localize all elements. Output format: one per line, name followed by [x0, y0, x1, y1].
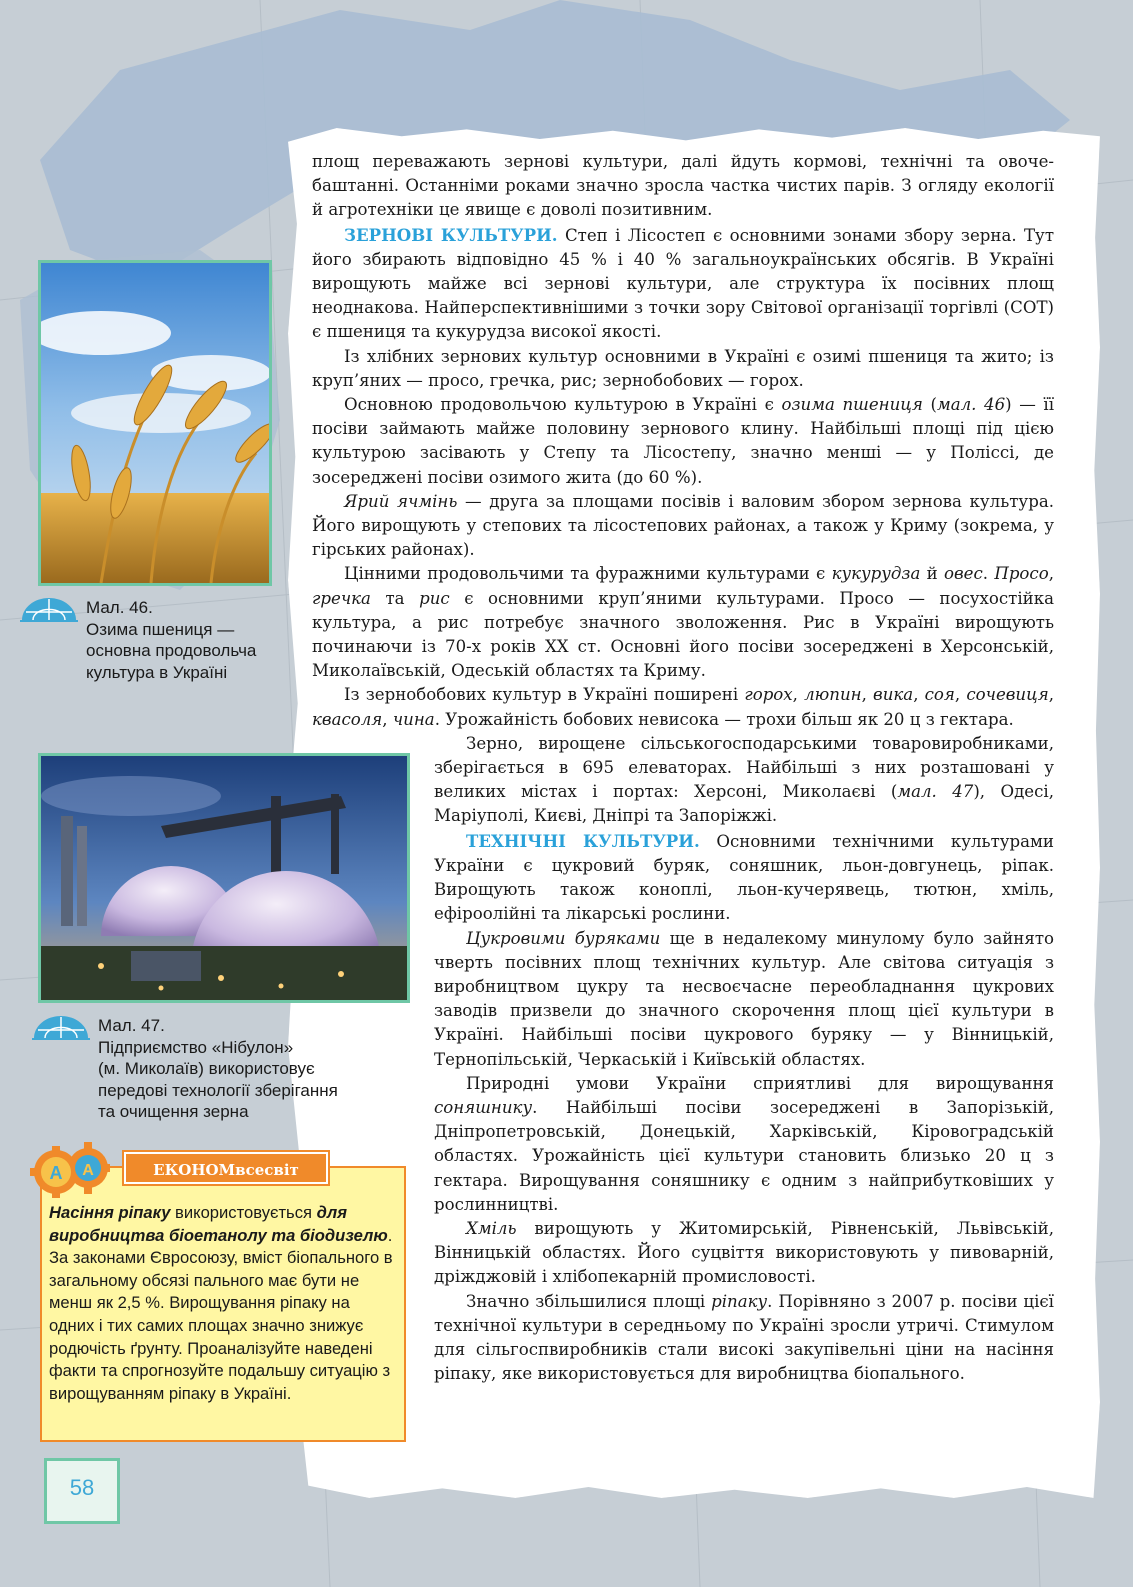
figure-46-caption: Мал. 46. Озима пшениця — основна продовольча культура в Україні	[86, 598, 257, 682]
gears-icon	[30, 1138, 110, 1204]
paragraph: Природні умови України сприятливі для вирощування соняшнику. Найбільші посіви зосереджені в Запорізькій, Дніпропетровській, Донецькій, Харківській, Кіровоградській областях. Урожайність цієї культури становить близько 20 ц з гектара. Вирощування соняшнику є одним з найприбутковіших у рослинництві.	[434, 1073, 1054, 1214]
paragraph: Зерно, вирощене сільськогосподарськими товаровиробниками, зберігається в 695 елеваторах. Найбільші з них розташовані у великих містах і портах: Херсоні, Миколаєві (мал. 47), Одесі, Маріуполі, Києві, Дніпрі та Запоріжжі.	[434, 733, 1054, 826]
paragraph: Із хлібних зернових культур основними в Україні є озимі пшениця та жито; із круп’яних — просо, гречка, рис; зернобобових — горох.	[312, 346, 1054, 390]
figure-47-caption: Мал. 47. Підприємство «Нібулон» (м. Миколаїв) використовує передові технології зберігання та очищення зерна	[98, 1016, 338, 1121]
paragraph: Цінними продовольчими та фуражними культурами є кукурудза й овес. Просо, гречка та рис є основними круп’яними культурами. Просо — посухостійка культура, а рис потребує значного зволоження. Рис в Україні вирощують починаючи із 70-х років ХХ ст. Основні його посіви зосереджені в Херсонській, Миколаївській, Одеській областях та Криму.	[312, 564, 1054, 681]
paragraph: ТЕХНІЧНІ КУЛЬТУРИ. Основними технічними культурами України є цукровий буряк, соняшник, льон-довгунець, ріпак. Вирощують також коноплі, льон-кучерявець, тютюн, хміль, ефіроолійні та лікарські рослини.	[434, 830, 1054, 924]
paragraph: ЗЕРНОВІ КУЛЬТУРИ. Степ і Лісостеп є основними зонами збору зерна. Тут його збирають відповідно 45 % і 40 % загальноукраїнських обсягів. В Україні вирощують майже всі зернові культури, але структура їх посівних площ неоднакова. Найперспективнішими з точки зору Світової організації торгівлі (СОТ) є пшениця та кукурудза високої якості.	[312, 224, 1054, 342]
paragraph: Цукровими буряками ще в недалекому минулому було зайнято чверть посівних площ технічних культур. Але світова ситуація з виробництвом цукру та несвоєчасне переобладнання цукрових заводів призвели до значного скорочення площ цієї культури в Україні. Найбільші посіви цукрового буряку — у Вінницькій, Тернопільській, Черкаській і Київській областях.	[434, 928, 1054, 1069]
paragraph: Основною продовольчою культурою в Україні є озима пшениця (мал. 46) — її посіви займають майже половину зернового клину. Найбільші площі під цією культурою засівають у Степу та Лісостепу, значно менші — у Поліссі, де зосереджені посіви озимого жита (до 60 %).	[312, 395, 1055, 487]
svg-text:A: A	[49, 1163, 63, 1183]
section-heading-technical: ТЕХНІЧНІ КУЛЬТУРИ.	[466, 830, 700, 851]
paragraph: Ярий ячмінь — друга за площами посівів і валовим збором зернова культура. Його вирощують у степових та лісостепових районах, а також у Криму (зокрема, у гірських районах).	[312, 491, 1054, 560]
globe-icon	[20, 596, 78, 622]
econom-tag: ЕКОНОМвсесвіт	[124, 1152, 328, 1184]
wheat-photo	[38, 260, 272, 586]
paragraph: Хміль вирощують у Житомирській, Рівненській, Львівській, Вінницькій областях. Його суцвіття використовують у пивоварній, дріжджовій і хлібопекарній промисловості.	[434, 1218, 1054, 1287]
svg-text:A: A	[82, 1162, 94, 1179]
page-number-box	[44, 1458, 120, 1524]
main-text	[312, 150, 1054, 1386]
paragraph: площ переважають зернові культури, далі йдуть кормові, технічні та овоче-баштанні. Останніми роками значно зросла частка чистих парів. З огляду екології й агротехніки це явище є доволі позитивним.	[312, 152, 1054, 220]
paragraph: Із зернобобових культур в Україні поширені горох, люпин, вика, соя, сочевиця, квасоля, чина. Урожайність бобових невисока — трохи більш як 20 ц з гектара.	[312, 685, 1054, 729]
globe-icon	[32, 1014, 90, 1040]
page-number: 58	[69, 1475, 95, 1500]
paragraph: Значно збільшилися площі ріпаку. Порівняно з 2007 р. посіви цієї технічної культури в середньому по Україні зросли утричі. Стимулом для сільгоспвиробників стали високі закупівельні ціни на насіння ріпаку, яке використовується для виробництва біопального.	[434, 1291, 1054, 1384]
section-heading-grain: ЗЕРНОВІ КУЛЬТУРИ.	[344, 224, 558, 245]
grain-elevator-photo	[38, 753, 410, 1003]
econom-note-box: Насіння ріпаку використовується для виробництва біоетанолу та біодизелю. За законами Євросоюзу, вміст біопального в загальному обсязі пального має бути не менш як 2,5 %. Вирощування ріпаку на одних і тих самих площах значно знижує родючість ґрунту. Проаналізуйте наведені факти та спрогнозуйте подальшу ситуацію з вирощуванням ріпаку в Україні.	[40, 1166, 406, 1442]
